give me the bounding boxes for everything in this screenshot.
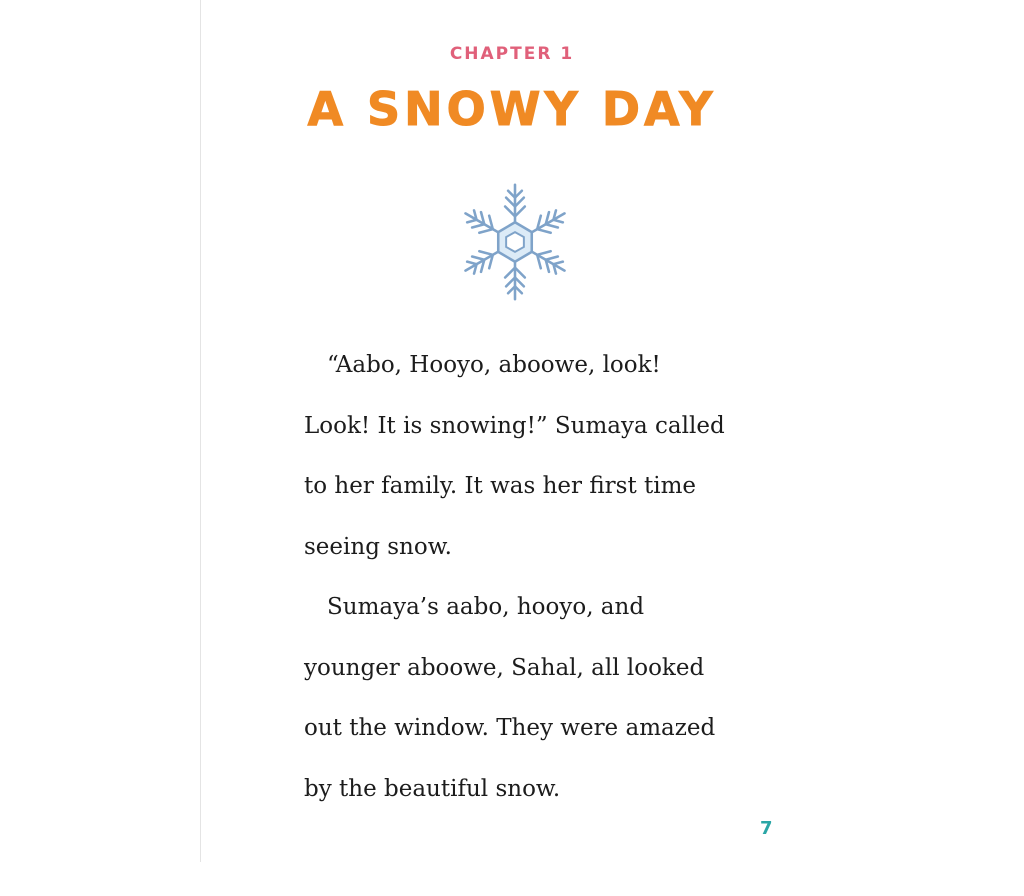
story-line: Sumaya’s aabo, hooyo, and [327,594,645,620]
chapter-label: CHAPTER 1 [449,44,575,64]
snowflake-icon [446,180,584,304]
page-number: 7 [760,818,773,839]
story-line: Look! It is snowing!” Sumaya called [304,412,725,439]
snowflake-inner-core [506,232,524,252]
story-line: younger aboowe, Sahal, all looked [304,654,705,681]
story-line: seeing snow. [304,533,452,560]
chapter-title: A SNOWY DAY [307,82,717,136]
story-line: to her family. It was her first time [304,473,697,499]
story-line: by the beautiful snow. [304,775,561,802]
story-line: out the window. They were amazed [304,715,716,741]
story-line: “Aabo, Hooyo, aboowe, look! [327,352,661,378]
story-text [304,335,744,819]
